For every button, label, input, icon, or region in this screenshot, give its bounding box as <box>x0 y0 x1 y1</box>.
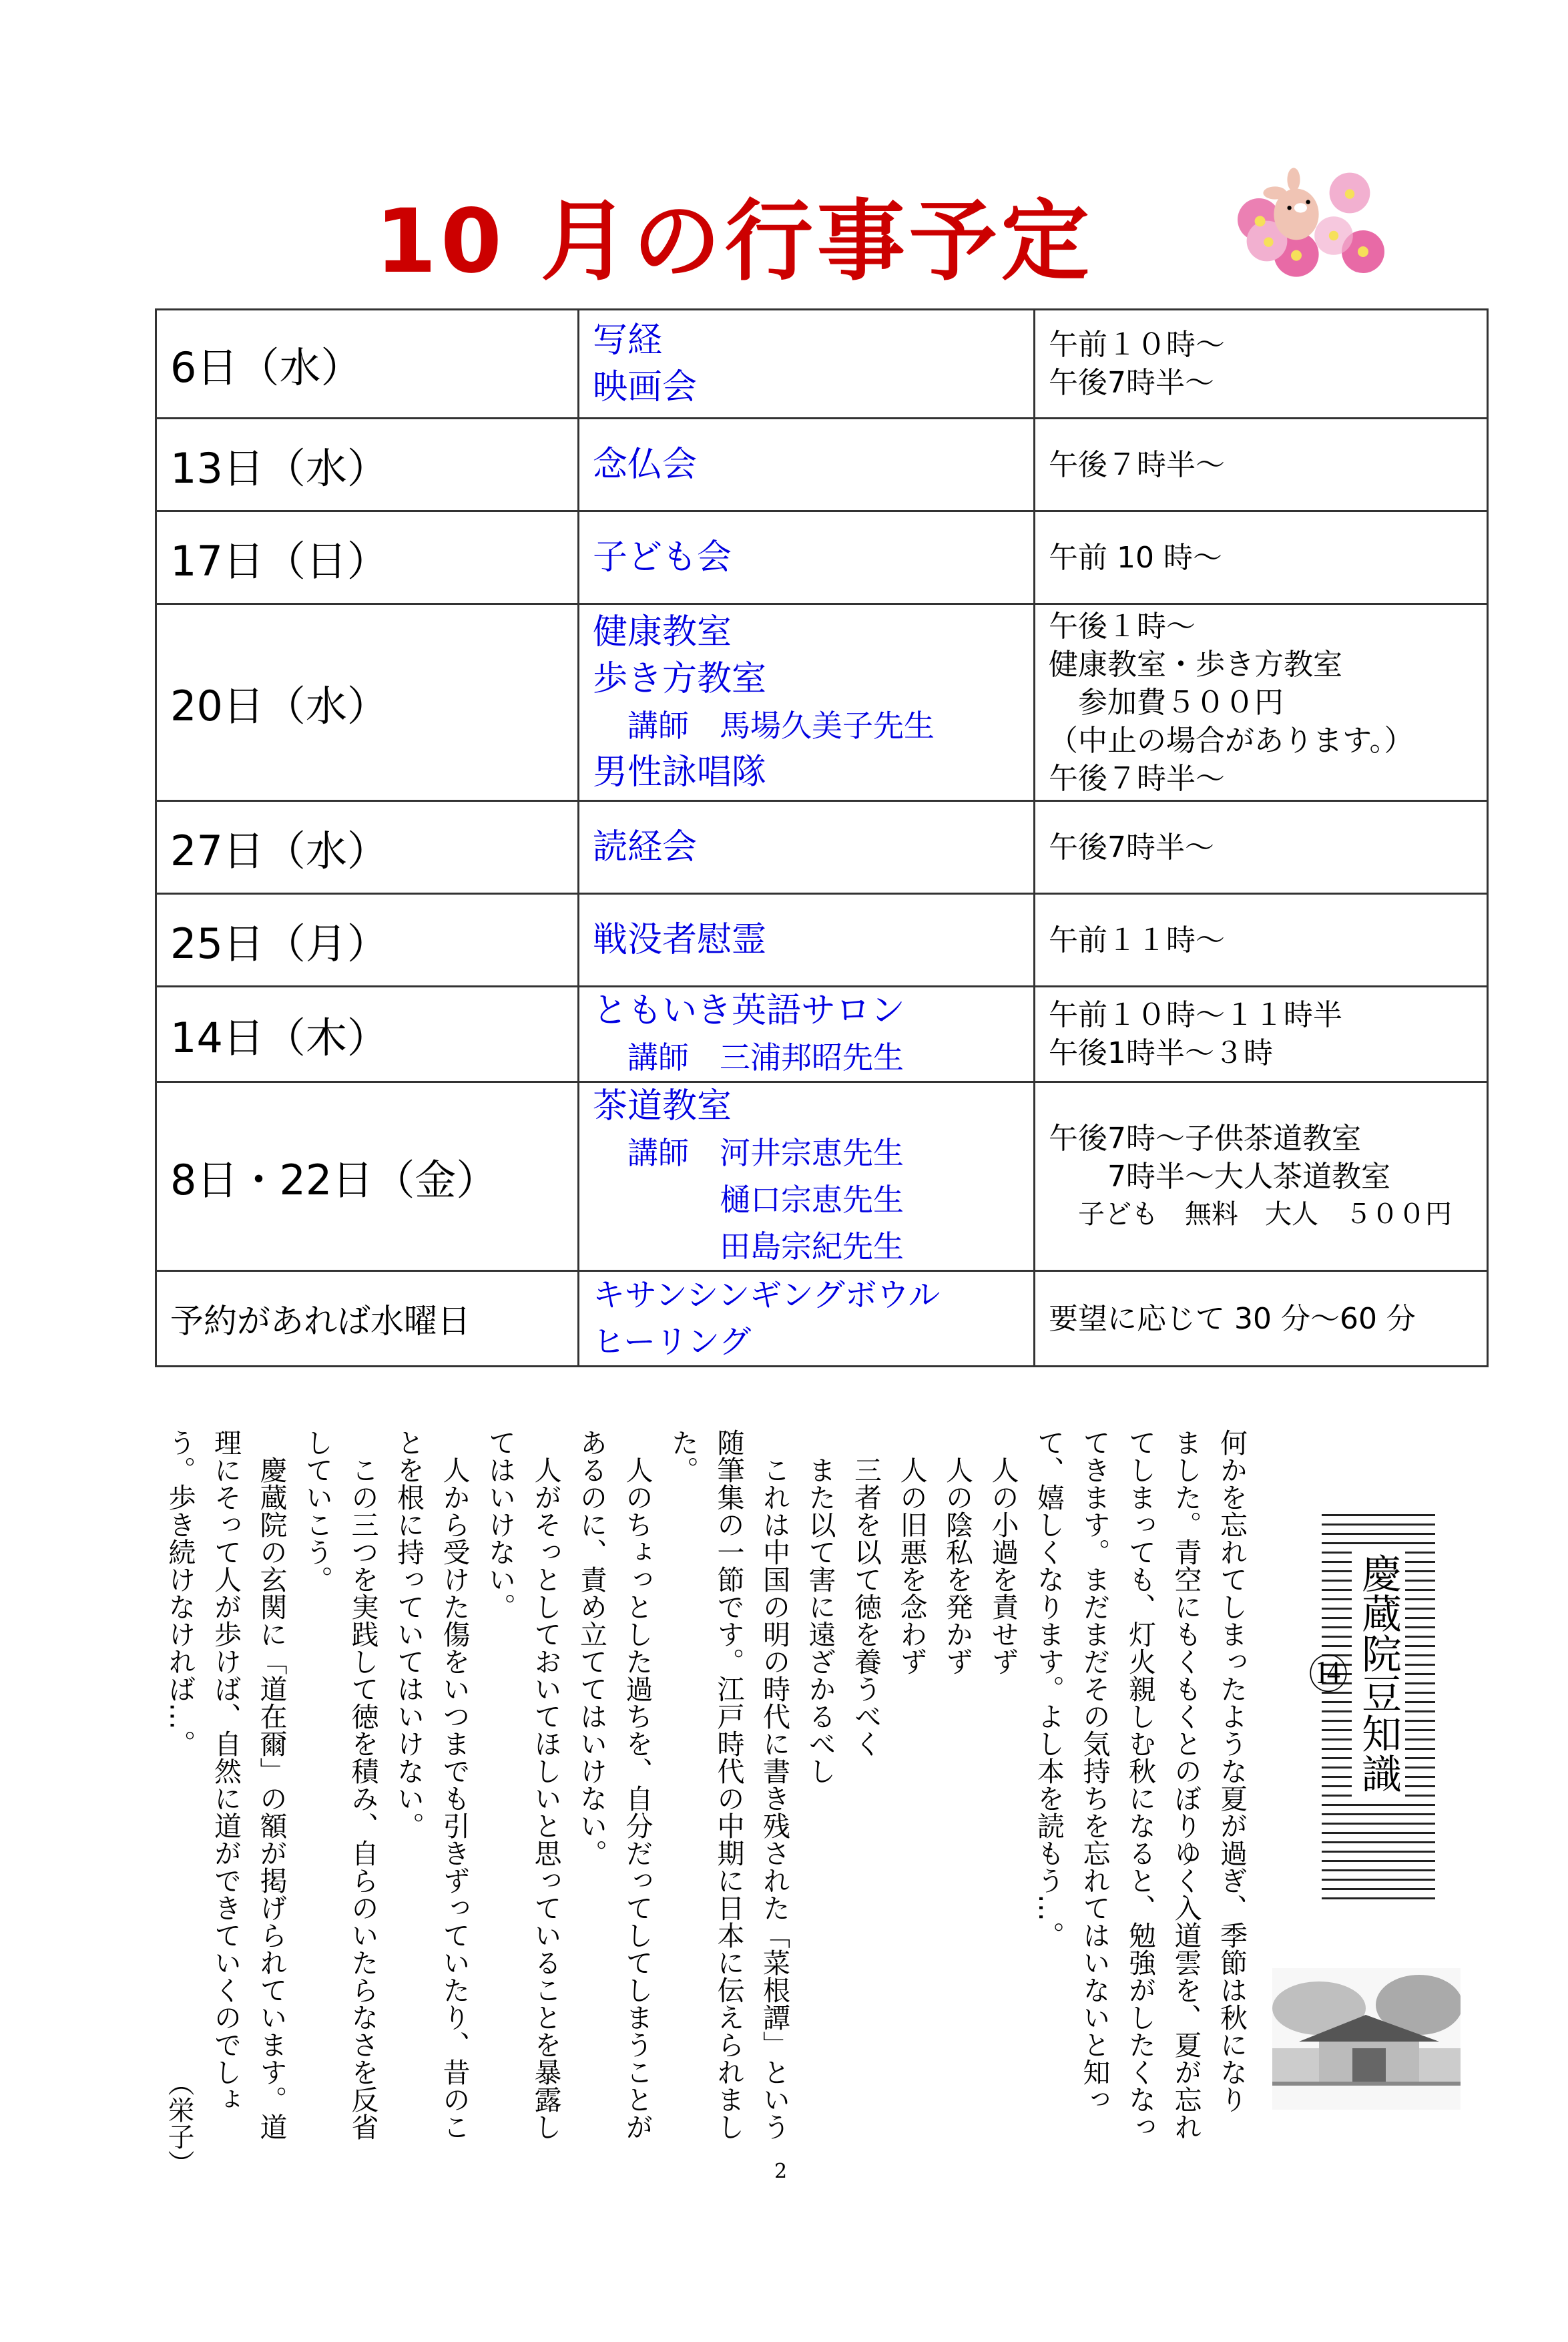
page-number: 2 <box>774 2160 788 2183</box>
column-heading-box <box>1302 1509 1435 1904</box>
page-title: 10 月の行事予定 <box>375 190 1093 293</box>
column-line: また以て害に遠ざかるべし <box>804 1429 836 1785</box>
column-line: 人がそっとしておいてほしいと思っていることを暴露し <box>529 1429 562 2140</box>
event: 戦没者慰霊 <box>593 920 767 960</box>
event: 子ども会 <box>593 537 732 577</box>
column-number: ⑭ <box>1302 1653 1348 1693</box>
column-line: て、嬉しくなります。よし本を読もう…。 <box>1033 1429 1065 1949</box>
table-row <box>156 1271 1488 1367</box>
column-line: 何かを忘れてしまったような夏が過ぎ、季節は秋になり <box>1216 1429 1248 2113</box>
column-line: していこう。 <box>301 1429 333 1593</box>
instructor: 樋口宗恵先生 <box>720 1182 904 1218</box>
time: 要望に応じて 30 分～60 分 <box>1049 1301 1416 1336</box>
table-row <box>156 801 1488 894</box>
event: 男性詠唱隊 <box>593 752 767 792</box>
time: 7時半～大人茶道教室 <box>1107 1159 1390 1194</box>
column-line: う。歩き続けなければ…。 <box>164 1429 196 1757</box>
column-line: 理にそって人が歩けば、自然に道ができていくのでしょ <box>210 1429 242 2113</box>
column-line: この三つを実践して徳を積み、自らのいたらなさを反省 <box>346 1429 379 2140</box>
column-line: てはいけない。 <box>484 1429 516 1620</box>
date-cell: 8日・22日（金） <box>156 1082 579 1271</box>
instructor: 講師 馬場久美子先生 <box>627 708 935 744</box>
column-line: てしまっても、灯火親しむ秋になると、勉強がしたくなっ <box>1124 1429 1156 2140</box>
instructor: 講師 三浦邦昭先生 <box>627 1039 904 1076</box>
column-line: 三者を以て徳を養うべく <box>850 1429 882 1757</box>
date-cell: 17日（日） <box>156 511 579 604</box>
time: 午前１０時～１１時半 <box>1049 998 1342 1032</box>
table-row <box>156 987 1488 1082</box>
schedule-table <box>155 308 1489 1367</box>
column-line: これは中国の明の時代に書き残された「菜根譚」という <box>758 1429 790 2140</box>
time: 午後1時半～３時 <box>1049 1036 1273 1070</box>
event: 健康教室 <box>593 612 732 652</box>
fee: 参加費５００円 <box>1078 685 1284 720</box>
time: 健康教室・歩き方教室 <box>1049 647 1342 682</box>
time: 午前１０時～ <box>1049 328 1225 362</box>
event: 茶道教室 <box>593 1086 732 1126</box>
instructor: 田島宗紀先生 <box>720 1228 904 1264</box>
column-line: 人の陰私を発かず <box>941 1429 973 1675</box>
fee: 子ども 無料 大人 ５００円 <box>1078 1198 1452 1230</box>
event: 映画会 <box>593 367 698 407</box>
date-cell: 6日（水） <box>156 310 579 419</box>
date-cell: 14日（木） <box>156 987 579 1082</box>
date-cell: 予約があれば水曜日 <box>156 1271 579 1367</box>
column-body <box>157 1429 1254 2150</box>
column-line: 人の旧悪を念わず <box>895 1429 928 1675</box>
author: （栄子） <box>164 2070 194 2176</box>
column-heading: 慶蔵院豆知識 <box>1355 1553 1402 1793</box>
date-cell: 27日（水） <box>156 801 579 894</box>
date-cell: 20日（水） <box>156 604 579 801</box>
column-line: 人の小過を責せず <box>987 1429 1019 1675</box>
event: 写経 <box>593 320 663 361</box>
table-row <box>156 310 1488 419</box>
event: 念仏会 <box>593 445 698 485</box>
event: ともいき英語サロン <box>593 991 906 1031</box>
temple-gate-sketch <box>1272 1968 1461 2110</box>
column-line: た。 <box>667 1429 699 1483</box>
column-line: 慶蔵院の玄関に「道在爾」の額が掲げられています。道 <box>255 1429 288 2140</box>
note: （中止の場合があります。） <box>1049 723 1414 758</box>
table-row <box>156 604 1488 801</box>
time: 午後１時～ <box>1049 609 1196 644</box>
time: 午後７時半～ <box>1049 761 1225 796</box>
event: ヒーリング <box>593 1323 752 1361</box>
event: 読経会 <box>593 827 698 867</box>
time: 午後7時半～ <box>1049 830 1214 865</box>
column-line: てきます。まだまだその気持ちを忘れてはいないと知っ <box>1078 1429 1111 2113</box>
time: 午前 10 時～ <box>1049 540 1222 575</box>
table-row <box>156 894 1488 987</box>
time: 午前１１時～ <box>1049 923 1225 957</box>
event: キサンシンギングボウル <box>593 1276 941 1314</box>
column-line: 随筆集の一節です。江戸時代の中期に日本に伝えられまし <box>712 1429 745 2140</box>
column-line: あるのに、責め立ててはいけない。 <box>575 1429 607 1867</box>
column-line: 人から受けた傷をいつまでも引きずっていたり、昔のこ <box>438 1429 471 2140</box>
date-cell: 13日（水） <box>156 419 579 511</box>
column-line: とを根に持っていてはいけない。 <box>393 1429 425 1839</box>
column-line: ました。青空にもくもくとのぼりゆく入道雲を、夏が忘れ <box>1169 1429 1202 2140</box>
table-row <box>156 419 1488 511</box>
table-row <box>156 511 1488 604</box>
rabbit-cosmos-illustration <box>1208 150 1422 284</box>
event: 歩き方教室 <box>593 659 767 699</box>
column-line: 人のちょっとした過ちを、自分だってしてしまうことが <box>621 1429 654 2140</box>
time: 午後7時半～ <box>1049 366 1214 400</box>
table-row <box>156 1082 1488 1271</box>
time: 午後７時半～ <box>1049 447 1225 482</box>
instructor: 講師 河井宗恵先生 <box>627 1135 904 1171</box>
date-cell: 25日（月） <box>156 894 579 987</box>
time: 午後7時～子供茶道教室 <box>1049 1121 1361 1156</box>
